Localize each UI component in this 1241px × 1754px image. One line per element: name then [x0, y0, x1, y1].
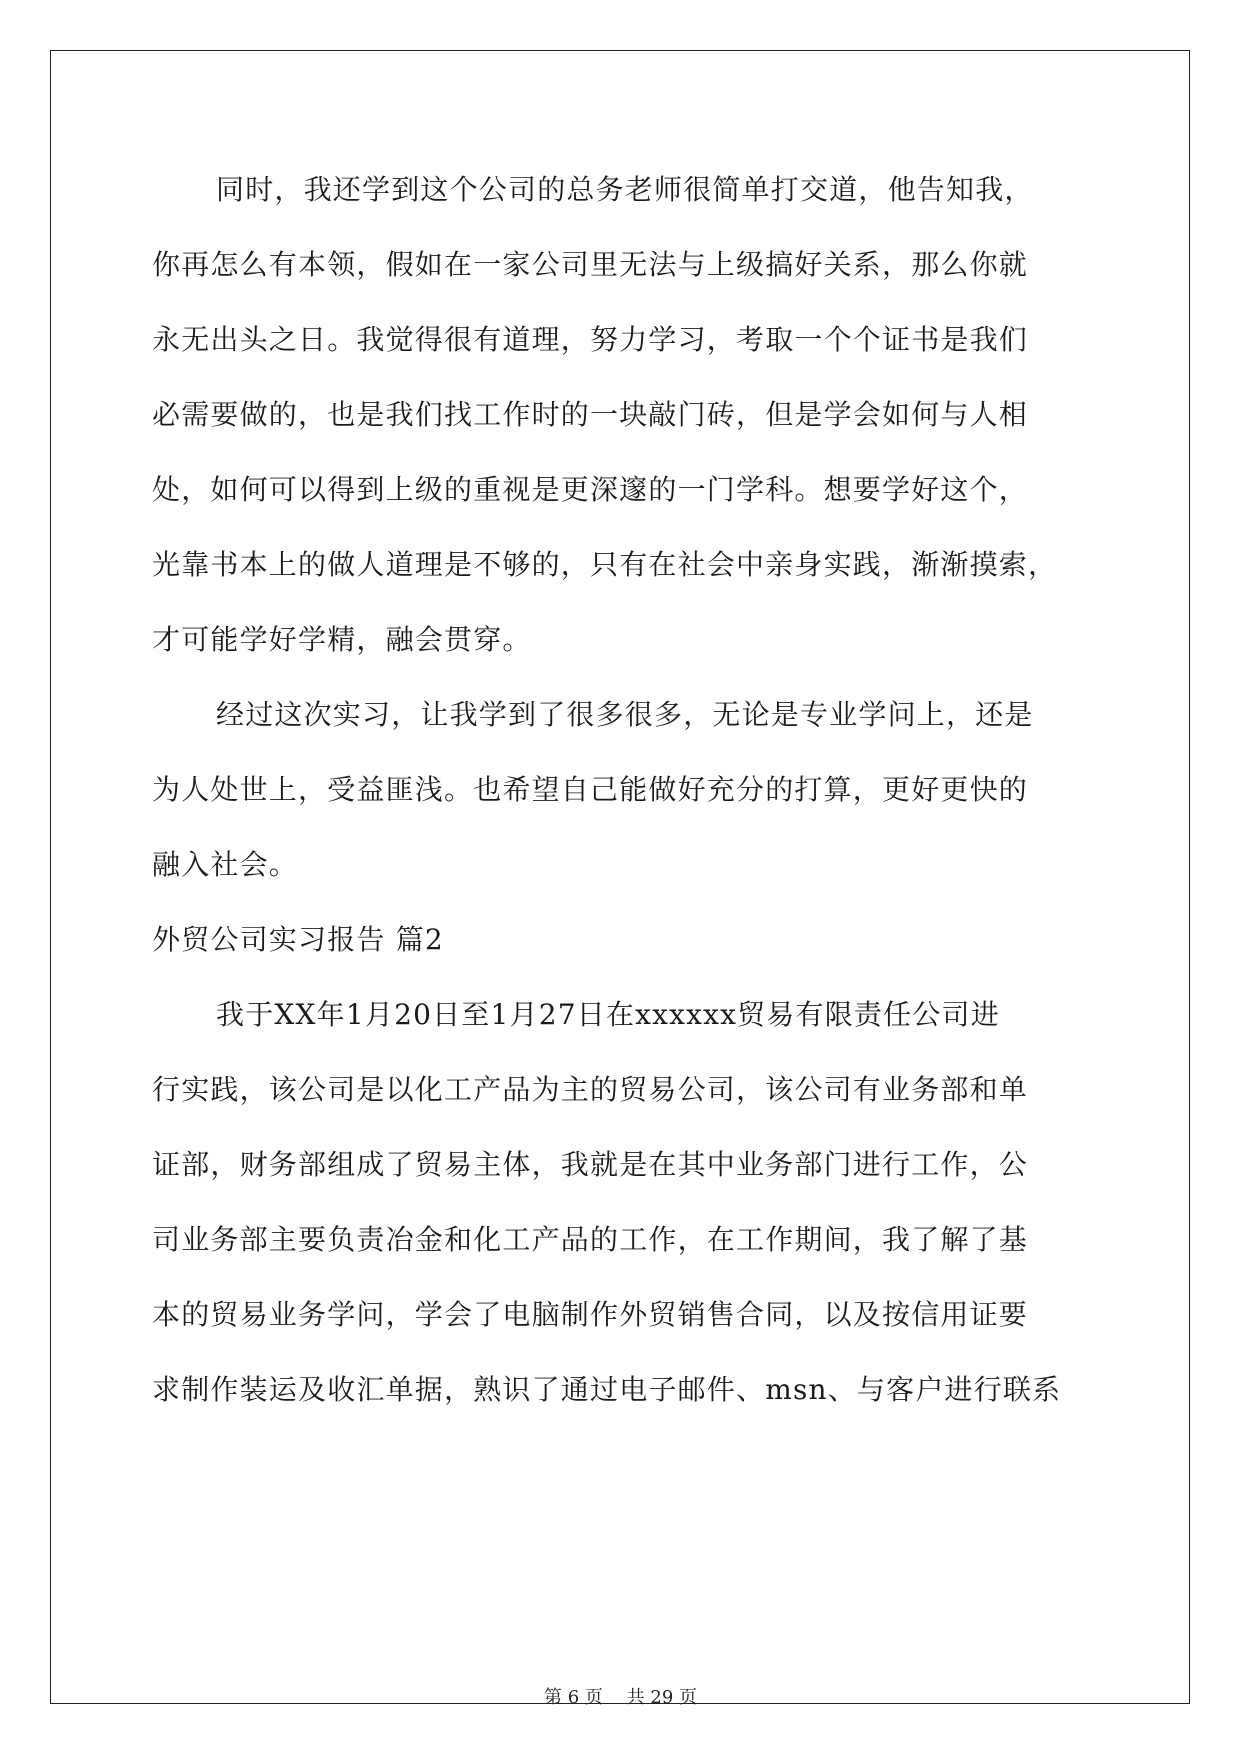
paragraph-line: 求制作装运及收汇单据，熟识了通过电子邮件、msn、与客户进行联系	[152, 1373, 1062, 1406]
page-number: 第 6 页	[544, 1687, 603, 1708]
page-footer	[0, 1686, 1241, 1710]
paragraph-line: 为人处世上，受益匪浅。也希望自己能做好充分的打算，更好更快的	[152, 773, 1029, 806]
paragraph-line: 必需要做的，也是我们找工作时的一块敲门砖，但是学会如何与人相	[152, 398, 1029, 431]
paragraph-line: 才可能学好学精，融会贯穿。	[152, 623, 532, 656]
paragraph-line: 同时，我还学到这个公司的总务老师很简单打交道，他告知我，	[216, 173, 1034, 206]
paragraph-line: 证部，财务部组成了贸易主体，我就是在其中业务部门进行工作，公	[152, 1148, 1029, 1181]
paragraph-line: 你再怎么有本领，假如在一家公司里无法与上级搞好关系，那么你就	[152, 248, 1029, 281]
paragraph-line: 处，如何可以得到上级的重视是更深邃的一门学科。想要学好这个，	[152, 473, 1029, 506]
paragraph-line: 行实践，该公司是以化工产品为主的贸易公司，该公司有业务部和单	[152, 1073, 1029, 1106]
paragraph-line: 融入社会。	[152, 848, 299, 881]
section-heading: 外贸公司实习报告 篇2	[152, 923, 444, 956]
page-total: 共 29 页	[626, 1687, 697, 1708]
paragraph-line: 司业务部主要负责冶金和化工产品的工作，在工作期间，我了解了基	[152, 1223, 1029, 1256]
paragraph-line: 经过这次实习，让我学到了很多很多，无论是专业学问上，还是	[216, 698, 1034, 731]
paragraph-line: 光靠书本上的做人道理是不够的，只有在社会中亲身实践，渐渐摸索，	[152, 548, 1058, 581]
paragraph-line: 我于XX年1月20日至1月27日在xxxxxx贸易有限责任公司进	[216, 998, 1000, 1031]
paragraph-line: 本的贸易业务学问，学会了电脑制作外贸销售合同，以及按信用证要	[152, 1298, 1029, 1331]
paragraph-line: 永无出头之日。我觉得很有道理，努力学习，考取一个个证书是我们	[152, 323, 1029, 356]
